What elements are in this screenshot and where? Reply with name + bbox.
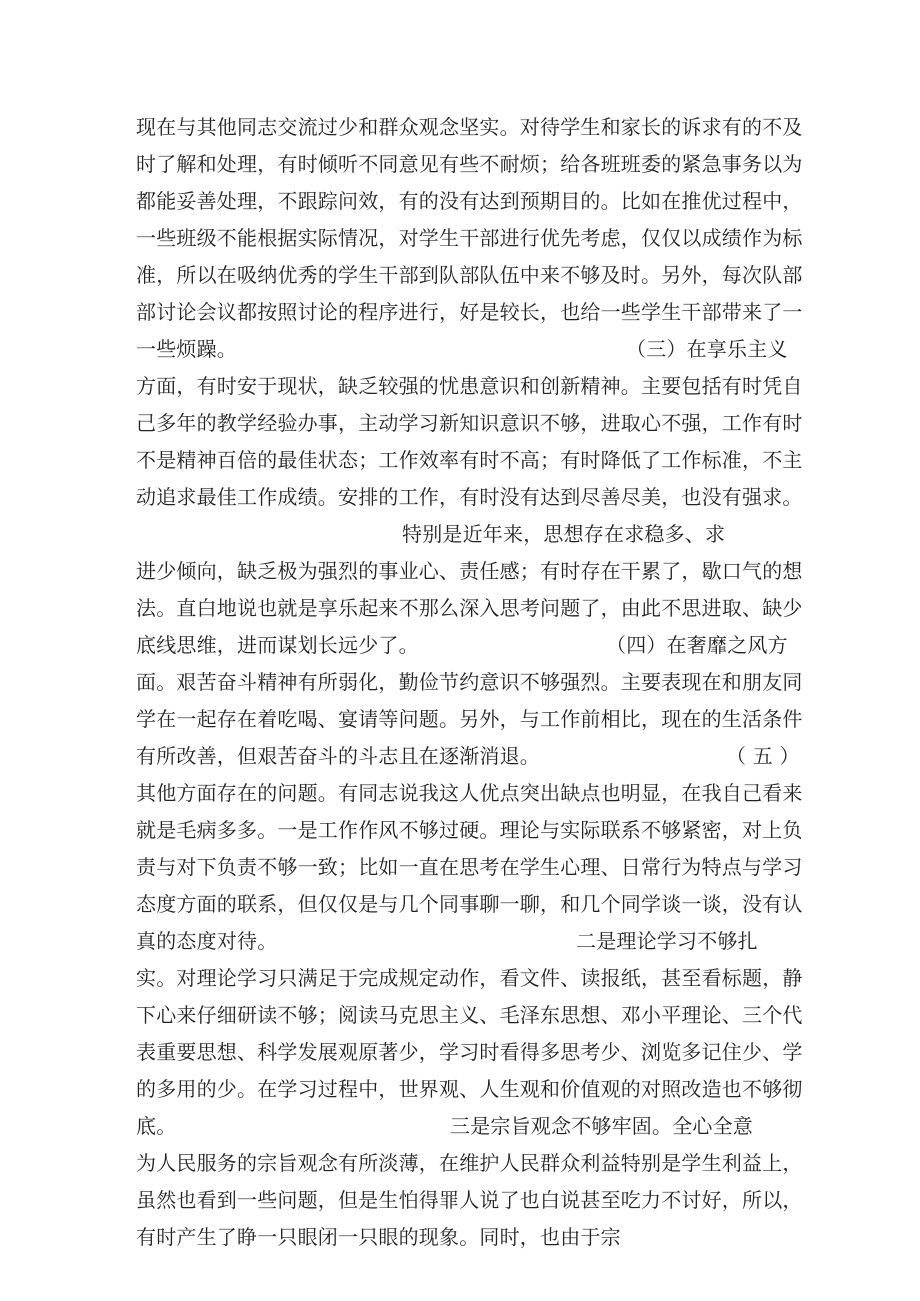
text-line: 有时产生了睁一只眼闭一只眼的现象。同时，也由于宗 — [136, 1225, 621, 1249]
text-line: 进少倾向，缺乏极为强烈的事业心、责任感；有时存在干累了，歇口气的想 — [136, 559, 803, 583]
text-line: 己多年的教学经验办事，主动学习新知识意识不够，进取心不强，工作有时 — [136, 411, 803, 435]
section-heading: （四）在奢靡之风方 — [606, 633, 788, 657]
text-line: 现在与其他同志交流过少和群众观念坚实。对待学生和家长的诉求有的不及 — [136, 115, 803, 139]
text-line: 法。直白地说也就是享乐起来不那么深入思考问题了，由此不思进取、缺少 — [136, 596, 803, 620]
text-line: 面。艰苦奋斗精神有所弱化，勤俭节约意识不够强烈。主要表现在和朋友同 — [136, 670, 803, 694]
text-fragment: 特别是近年来，思想存在求稳多、求 — [402, 522, 726, 546]
text-line: 不是精神百倍的最佳状态；工作效率有时不高；有时降低了工作标准，不主 — [136, 448, 803, 472]
text-line: 下心来仔细研读不够；阅读马克思主义、毛泽东思想、邓小平理论、三个代 — [136, 1003, 803, 1027]
text-line: 表重要思想、科学发展观原著少，学习时看得多思考少、浏览多记住少、学 — [136, 1040, 803, 1064]
text-fragment: 底。 — [136, 1114, 177, 1138]
text-line: 准，所以在吸纳优秀的学生干部到队部队伍中来不够及时。另外，每次队部 — [136, 263, 803, 287]
text-line: 责与对下负责不够一致；比如一直在思考在学生心理、日常行为特点与学习 — [136, 855, 803, 879]
section-heading: （三）在享乐主义 — [626, 337, 788, 361]
text-line: 都能妥善处理，不跟踪问效，有的没有达到预期目的。比如在推优过程中， — [136, 189, 803, 213]
text-line: 态度方面的联系，但仅仅是与几个同事聊一聊，和几个同学谈一谈，没有认 — [136, 892, 803, 916]
text-line: 实。对理论学习只满足于完成规定动作，看文件、读报纸，甚至看标题，静 — [136, 966, 803, 990]
text-line: 时了解和处理，有时倾听不同意见有些不耐烦；给各班班委的紧急事务以为 — [136, 152, 803, 176]
section-heading: 二是理论学习不够扎 — [576, 929, 758, 953]
text-fragment: 有所改善，但艰苦奋斗的斗志且在逐渐消退。 — [136, 744, 540, 768]
text-line: 一些班级不能根据实际情况，对学生干部进行优先考虑，仅仅以成绩作为标 — [136, 226, 803, 250]
text-line: 方面，有时安于现状，缺乏较强的忧患意识和创新精神。主要包括有时凭自 — [136, 374, 803, 398]
text-line: 的多用的少。在学习过程中，世界观、人生观和价值观的对照改造也不够彻 — [136, 1077, 803, 1101]
text-line: 为人民服务的宗旨观念有所淡薄，在维护人民群众利益特别是学生利益上， — [136, 1151, 803, 1175]
text-line: 动追求最佳工作成绩。安排的工作，有时没有达到尽善尽美，也没有强求。 — [136, 485, 803, 509]
section-heading: 三是宗旨观念不够牢固。全心全意 — [450, 1114, 753, 1138]
text-fragment: 底线思维，进而谋划长远少了。 — [136, 633, 419, 657]
text-fragment: 真的态度对待。 — [136, 929, 278, 953]
text-line: 虽然也看到一些问题，但是生怕得罪人说了也白说甚至吃力不讨好，所以， — [136, 1188, 803, 1212]
section-heading: （ 五 ） — [726, 744, 800, 768]
text-line: 部讨论会议都按照讨论的程序进行，好是较长，也给一些学生干部带来了一 — [136, 300, 803, 324]
text-line: 就是毛病多多。一是工作作风不够过硬。理论与实际联系不够紧密，对上负 — [136, 818, 803, 842]
text-line: 其他方面存在的问题。有同志说我这人优点突出缺点也明显，在我自己看来 — [136, 781, 803, 805]
text-fragment: 一些烦躁。 — [136, 337, 237, 361]
text-line: 学在一起存在着吃喝、宴请等问题。另外，与工作前相比，现在的生活条件 — [136, 707, 803, 731]
